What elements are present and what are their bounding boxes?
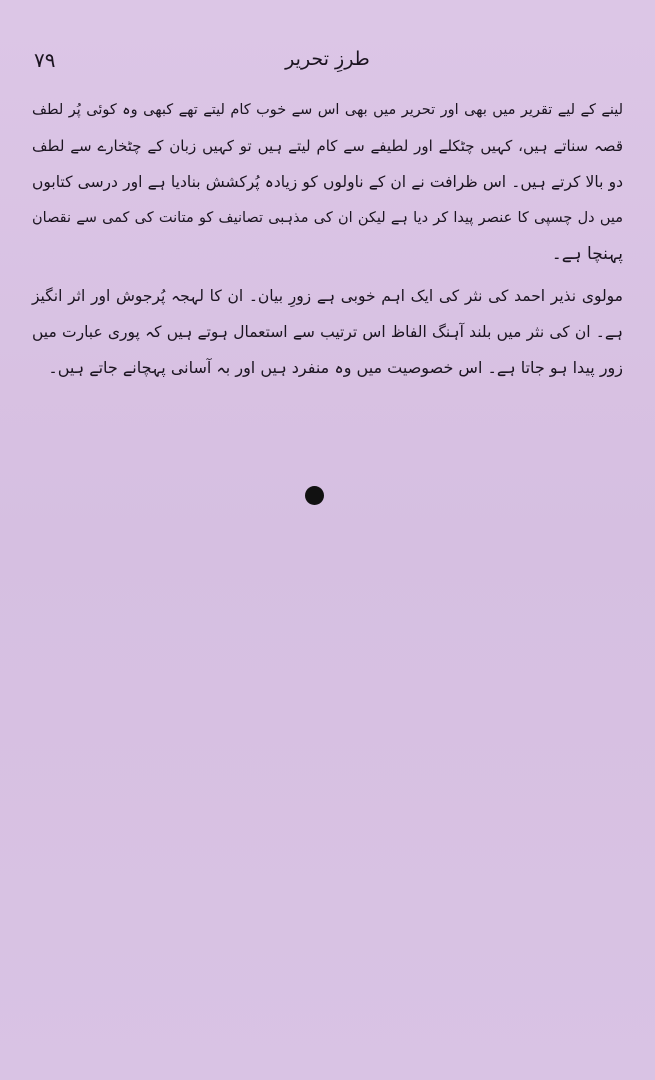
text-line: میں دل چسپی کا عنصر پیدا کر دیا ہے لیکن ان کی مذہبی تصانیف کو متانت کی کمی سے نقصان xyxy=(32,210,623,226)
text-line: قصہ سناتے ہیں، کہیں چٹکلے اور لطیفے سے کام لیتے ہیں تو کہیں زبان کے چٹخارے سے لطف xyxy=(32,137,623,155)
text-line: زور پیدا ہو جاتا ہے۔ اس خصوصیت میں وہ منفرد ہیں اور بہ آسانی پہچانے جاتے ہیں۔ xyxy=(48,358,623,377)
running-title: طرزِ تحریر xyxy=(285,48,370,70)
text-line: لینے کے لیے تقریر میں بھی اور تحریر میں بھی اس سے خوب کام لیتے تھے کبھی وہ کوئی پُر لطف xyxy=(32,102,623,118)
text-line: پہنچا ہے۔ xyxy=(551,244,623,264)
text-line: دو بالا کرتے ہیں۔ اس ظرافت نے ان کے ناولوں کو زیادہ پُرکشش بنادیا ہے اور درسی کتابوں xyxy=(32,173,623,191)
paragraph-2 xyxy=(32,278,623,386)
text-line: ہے۔ ان کی نثر میں بلند آہنگ الفاظ اس ترتیب سے استعمال ہوتے ہیں کہ پوری عبارت میں xyxy=(32,323,623,341)
paragraph-1 xyxy=(32,92,623,272)
page-number: ۷۹ xyxy=(34,48,56,72)
body-text xyxy=(32,92,623,386)
page-header xyxy=(28,48,627,78)
end-of-section-dot xyxy=(305,486,324,505)
text-line: مولوی نذیر احمد کی نثر کی ایک اہم خوبی ہے زورِ بیان۔ ان کا لہجہ پُرجوش اور اثر انگیز xyxy=(32,287,623,305)
